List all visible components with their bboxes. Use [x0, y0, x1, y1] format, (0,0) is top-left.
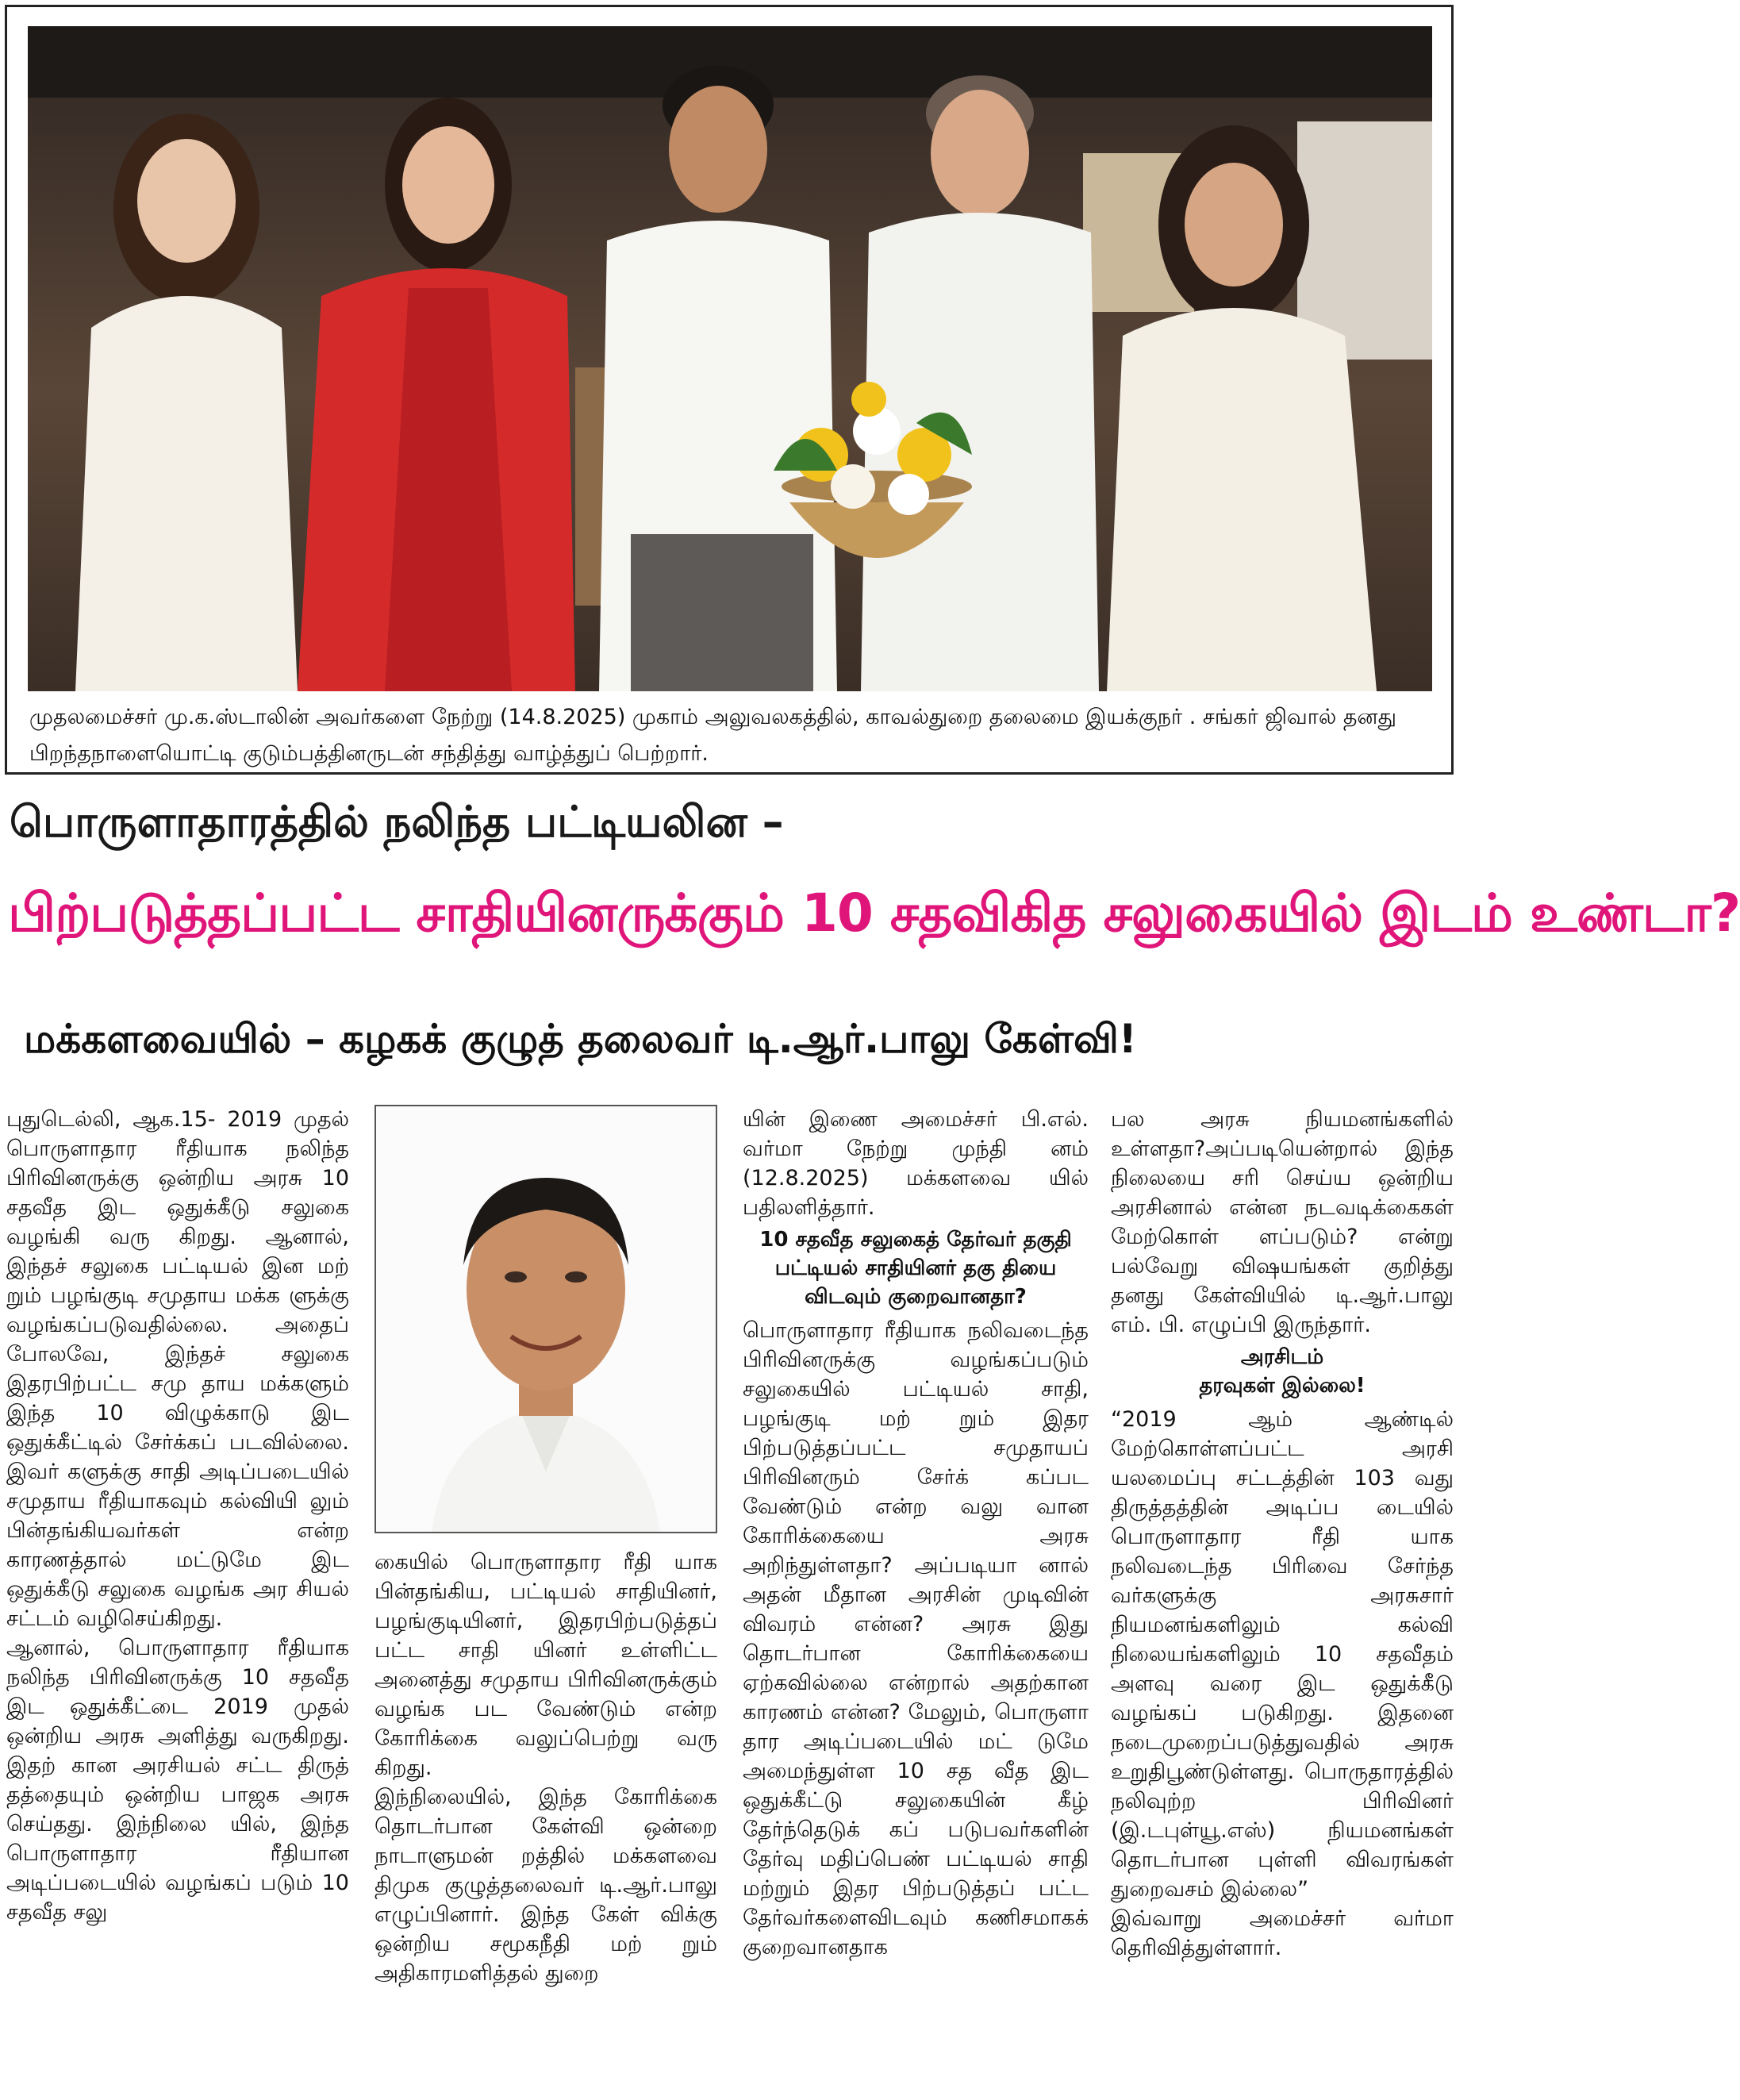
tr-baalu-portrait — [375, 1105, 717, 1533]
paragraph: ஆனால், பொருளாதார ரீதியாக நலிந்த பிரிவினருக்கு 10 சதவீத இட ஒதுக்கீட்டை 2019 முதல் ஒன்றிய அரசு அளித்து வருகிறது. இதற் கான அரசியல் சட்ட திருத் தத்தையும் ஒன்றிய பாஜக அரசு செய்தது. இந்நிலை யில், இந்த பொருளாதார ரீதியான அடிப்படையில் வழங்கப் படும் 10 சதவீத சலு — [6, 1636, 349, 1925]
photo-frame — [5, 5, 1454, 775]
article-column-1 — [6, 1105, 349, 1927]
section-subheading: 10 சதவீத சலுகைத் தேர்வர் தகுதி பட்டியல் சாதியினர் தகு தியை விடவும் குறைவானதா? — [759, 1228, 1072, 1309]
paragraph: பல அரசு நியமனங்களில் உள்ளதா?அப்படியென்றால் இந்த நிலையை சரி செய்ய ஒன்றிய அரசினால் என்ன நடவடிக்கைகள் மேற்கொள் ளப்படும்? என்று பல்வேறு விஷயங்கள் குறித்து தனது கேள்வியில் டி.ஆர்.பாலு எம். பி. எழுப்பி இருந்தார். — [1111, 1107, 1454, 1337]
paragraph: புதுடெல்லி, ஆக.15- 2019 முதல் பொருளாதார ரீதியாக நலிந்த பிரிவினருக்கு ஒன்றிய அரசு 10 சதவீத இட ஒதுக்கீடு சலுகை வழங்கி வரு கிறது. ஆனால், இந்தச் சலுகை பட்டியல் இன மற் றும் பழங்குடி சமுதாய மக்க ளுக்கு வழங்கப்படுவதில்லை. அதைப் போலவே, இந்தச் சலுகை இதரபிற்பட்ட சமு தாய மக்களும் இந்த 10 விழுக்காடு இட ஒதுக்கீட்டில் சேர்க்கப் படவில்லை. இவர் களுக்கு சாதி அடிப்படையில் சமுதாய ரீதியாகவும் கல்வியி லும் பின்தங்கியவர்கள் என்ற காரணத்தால் மட்டுமே இட ஒதுக்கீடு சலுகை வழங்க அர சியல் சட்டம் வழிசெய்கிறது. — [6, 1107, 349, 1631]
paragraph: கையில் பொருளாதார ரீதி யாக பின்தங்கிய, பட்டியல் சாதியினர், பழங்குடியினர், இதரபிற்படுத்தப் பட்ட சாதி யினர் உள்ளிட்ட அனைத்து சமுதாய பிரிவினருக்கும் வழங்க பட வேண்டும் என்ற கோரிக்கை வலுப்பெற்று வரு கிறது. — [375, 1550, 717, 1780]
photo-illustration — [28, 26, 1432, 691]
main-headline: பிற்படுத்தப்பட்ட சாதியினருக்கும் 10 சதவிகித சலுகையில் இடம் உண்டா? — [8, 883, 1740, 944]
section-subheading: அரசிடம் — [1240, 1345, 1324, 1369]
article-column-3 — [743, 1105, 1089, 1962]
paragraph: இவ்வாறு அமைச்சர் வர்மா தெரிவித்துள்ளார். — [1111, 1906, 1454, 1960]
headline-kicker: பொருளாதாரத்தில் நலிந்த பட்டியலின – — [10, 797, 784, 847]
portrait-illustration — [376, 1106, 716, 1532]
photo-caption: முதலமைச்சர் மு.க.ஸ்டாலின் அவர்களை நேற்று (14.8.2025) முகாம் அலுவலகத்தில், காவல்துறை தலைமை இயக்குநர் . சங்கர் ஜிவால் தனது பிறந்தநாளையொட்டி குடும்பத்தினருடன் சந்தித்து வாழ்த்துப் பெற்றார். — [29, 705, 1397, 766]
sub-headline: மக்களவையில் – கழகக் குழுத் தலைவர் டி.ஆர்.பாலு கேள்வி! — [24, 1016, 1137, 1062]
chief-minister-meeting-photo — [28, 26, 1432, 691]
article-column-4 — [1111, 1105, 1454, 1963]
paragraph: யின் இணை அமைச்சர் பி.எல். வர்மா நேற்று முந்தி னம் (12.8.2025) மக்களவை யில் பதிலளித்தார். — [743, 1107, 1089, 1220]
paragraph: “2019 ஆம் ஆண்டில் மேற்கொள்ளப்பட்ட அரசி யலமைப்பு சட்டத்தின் 103 வது திருத்தத்தின் அடிப்ப டையில் பொருளாதார ரீதி யாக நலிவடைந்த பிரிவை சேர்ந்த வர்களுக்கு அரசுசார் நியமனங்களிலும் கல்வி நிலையங்களிலும் 10 சதவீதம் அளவு வரை இட ஒதுக்கீடு வழங்கப் படுகிறது. இதனை நடைமுறைப்படுத்துவதில் அரசு உறுதிபூண்டுள்ளது. பொருதாரத்தில் நலிவுற்ற பிரிவினர் (இ.டபுள்யூ.எஸ்) நியமனங்கள் தொடர்பான புள்ளி விவரங்கள் துறைவசம் இல்லை” — [1111, 1407, 1454, 1902]
paragraph: இந்நிலையில், இந்த கோரிக்கை தொடர்பான கேள்வி ஒன்றை நாடாளுமன் றத்தில் மக்களவை திமுக குழுத்தலைவர் டி.ஆர்.பாலு எழுப்பினார். இந்த கேள் விக்கு ஒன்றிய சமூகநீதி மற் றும் அதிகாரமளித்தல் துறை — [375, 1785, 717, 1986]
section-subheading: தரவுகள் இல்லை! — [1199, 1374, 1365, 1398]
article-column-2 — [375, 1548, 717, 1988]
paragraph: பொருளாதார ரீதியாக நலிவடைந்த பிரிவினருக்கு வழங்கப்படும் சலுகையில் பட்டியல் சாதி, பழங்குடி மற் றும் இதர பிற்படுத்தப்பட்ட சமுதாயப் பிரிவினரும் சேர்க் கப்பட வேண்டும் என்ற வலு வான கோரிக்கையை அரசு அறிந்துள்ளதா? அப்படியா னால் அதன் மீதான அரசின் முடிவின் விவரம் என்ன? அரசு இது தொடர்பான கோரிக்கையை ஏற்கவில்லை என்றால் அதற்கான காரணம் என்ன? மேலும், பொருளா தார அடிப்படையில் மட் டுமே அமைந்துள்ள 10 சத வீத இட ஒதுக்கீட்டு சலுகையின் கீழ் தேர்ந்தெடுக் கப் படுபவர்களின் தேர்வு மதிப்பெண் பட்டியல் சாதி மற்றும் இதர பிற்படுத்தப் பட்ட தேர்வர்களைவிடவும் கணிசமாகக் குறைவானதாக — [743, 1318, 1089, 1960]
